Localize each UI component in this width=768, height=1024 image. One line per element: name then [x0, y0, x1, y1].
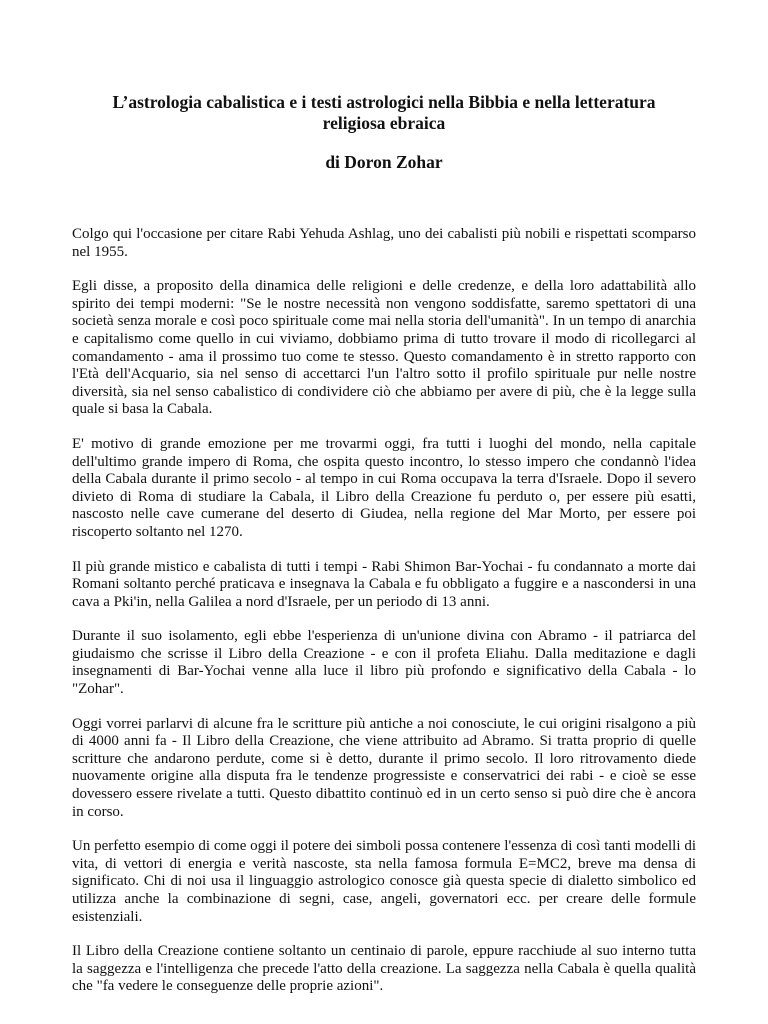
document-title [72, 92, 696, 134]
paragraph-5: Durante il suo isolamento, egli ebbe l'esperienza di un'unione divina con Abramo - il patriarca del giudaismo che scrisse il Libro della Creazione - e con il profeta Eliahu. Dalla meditazione e dagli insegnamenti di Bar-Yochai venne alla luce il libro più profondo e significativo della Cabala - lo "Zohar". [72, 628, 696, 698]
paragraph-6: Oggi vorrei parlarvi di alcune fra le scritture più antiche a noi conosciute, le cui origini risalgono a più di 4000 anni fa - Il Libro della Creazione, che viene attribuito ad Abramo. Si tratta proprio di quelle scritture che andarono perdute, come si è detto, durante il primo secolo. Il loro ritrovamento diede nuovamente origine alla disputa fra le tendenze progressiste e conservatrici dei rabi - e cioè se esse dovessero essere rivelate a tutti. Questo dibattito continuò ed in un certo senso si può dire che è ancora in corso. [72, 715, 696, 820]
document-author: di Doron Zohar [325, 152, 443, 172]
document-body [72, 226, 696, 996]
title-line-2: religiosa ebraica [322, 113, 446, 133]
paragraph-2: Egli disse, a proposito della dinamica delle religioni e delle credenze, e della loro adattabilità allo spirito dei tempi moderni: "Se le nostre necessità non vengono soddisfatte, saremo spettatori di una società senza morale e così poco spirituale come mai nella storia dell'umanità". In un tempo di anarchia e capitalismo come quello in cui viviamo, dobbiamo prima di tutto trovare il modo di ricollegarci al comandamento - ama il prossimo tuo come te stesso. Questo comandamento è in stretto rapporto con l'Età dell'Acquario, sia nel senso di accettarci l'un l'altro sotto il profilo spirituale pur nelle nostre diversità, sia nel senso cabalistico di condividere ciò che abbiamo per avere di più, che è la legge sulla quale si basa la Cabala. [72, 278, 696, 418]
title-line-1: L’astrologia cabalistica e i testi astrologici nella Bibbia e nella letteratura [112, 92, 656, 112]
paragraph-4: Il più grande mistico e cabalista di tutti i tempi - Rabi Shimon Bar-Yochai - fu condannato a morte dai Romani soltanto perché praticava e insegnava la Cabala e fu obbligato a fuggire e a nascondersi in una cava a Pki'in, nella Galilea a nord d'Israele, per un periodo di 13 anni. [72, 558, 696, 610]
paragraph-8: Il Libro della Creazione contiene soltanto un centinaio di parole, eppure racchiude al suo interno tutta la saggezza e l'intelligenza che precede l'atto della creazione. La saggezza nella Cabala è quella qualità che "fa vedere le conseguenze delle proprie azioni". [72, 943, 696, 995]
paragraph-7: Un perfetto esempio di come oggi il potere dei simboli possa contenere l'essenza di così tanti modelli di vita, di vettori di energia e verità nascoste, sta nella famosa formula E=MC2, breve ma densa di significato. Chi di noi usa il linguaggio astrologico conosce già questa specie di dialetto simbolico ed utilizza anche la combinazione di segni, case, angeli, governatori ecc. per creare delle formule esistenziali. [72, 838, 696, 925]
paragraph-3: E' motivo di grande emozione per me trovarmi oggi, fra tutti i luoghi del mondo, nella capitale dell'ultimo grande impero di Roma, che ospita questo incontro, lo stesso impero che condannò l'idea della Cabala durante il primo secolo - al tempo in cui Roma occupava la terra d'Israele. Dopo il severo divieto di Roma di studiare la Cabala, il Libro della Creazione fu perduto o, per essere più esatti, nascosto nelle cave cumerane del deserto di Giudea, nella regione del Mar Morto, per essere poi riscoperto soltanto nel 1270. [72, 435, 696, 540]
paragraph-1: Colgo qui l'occasione per citare Rabi Yehuda Ashlag, uno dei cabalisti più nobili e rispettati scomparso nel 1955. [72, 226, 696, 260]
document-page [72, 0, 696, 1024]
